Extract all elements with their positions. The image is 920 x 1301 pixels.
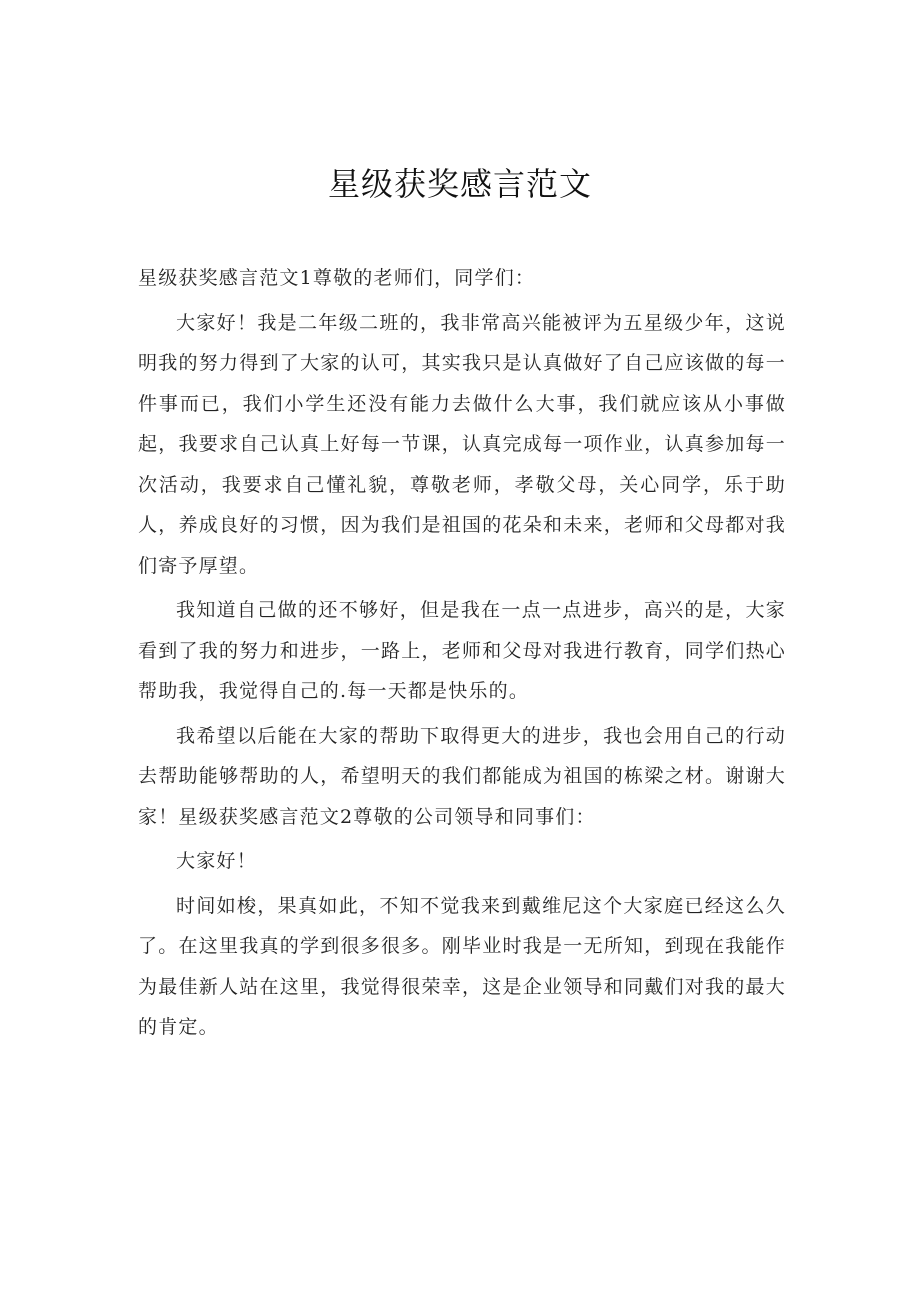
paragraph: 我希望以后能在大家的帮助下取得更大的进步，我也会用自己的行动去帮助能够帮助的人，希望明天的我们都能成为祖国的栋梁之材。谢谢大家！星级获奖感言范文2尊敬的公司领导和同事们： bbox=[138, 724, 786, 828]
paragraph: 我知道自己做的还不够好，但是我在一点一点进步，高兴的是，大家看到了我的努力和进步，一路上，老师和父母对我进行教育，同学们热心帮助我，我觉得自己的.每一天都是快乐的。 bbox=[138, 599, 786, 702]
paragraph-intro: 星级获奖感言范文1尊敬的老师们，同学们： bbox=[138, 267, 536, 289]
paragraph: 时间如梭，果真如此，不知不觉我来到戴维尼这个大家庭已经这么久了。在这里我真的学到很多很多。刚毕业时我是一无所知，到现在我能作为最佳新人站在这里，我觉得很荣幸，这是企业领导和同戴们对我的最大的肯定。 bbox=[138, 894, 786, 1038]
paragraph-greeting: 大家好！ bbox=[176, 850, 257, 872]
paragraph: 大家好！我是二年级二班的，我非常高兴能被评为五星级少年，这说明我的努力得到了大家的认可，其实我只是认真做好了自己应该做的每一件事而已，我们小学生还没有能力去做什么大事，我们就应该从小事做起，我要求自己认真上好每一节课，认真完成每一项作业，认真参加每一次活动，我要求自己懂礼貌，尊敬老师，孝敬父母，关心同学，乐于助人，养成良好的习惯，因为我们是祖国的花朵和未来，老师和父母都对我们寄予厚望。 bbox=[138, 311, 786, 577]
document-title: 星级获奖感言范文 bbox=[327, 165, 592, 203]
document-body bbox=[138, 258, 786, 1052]
